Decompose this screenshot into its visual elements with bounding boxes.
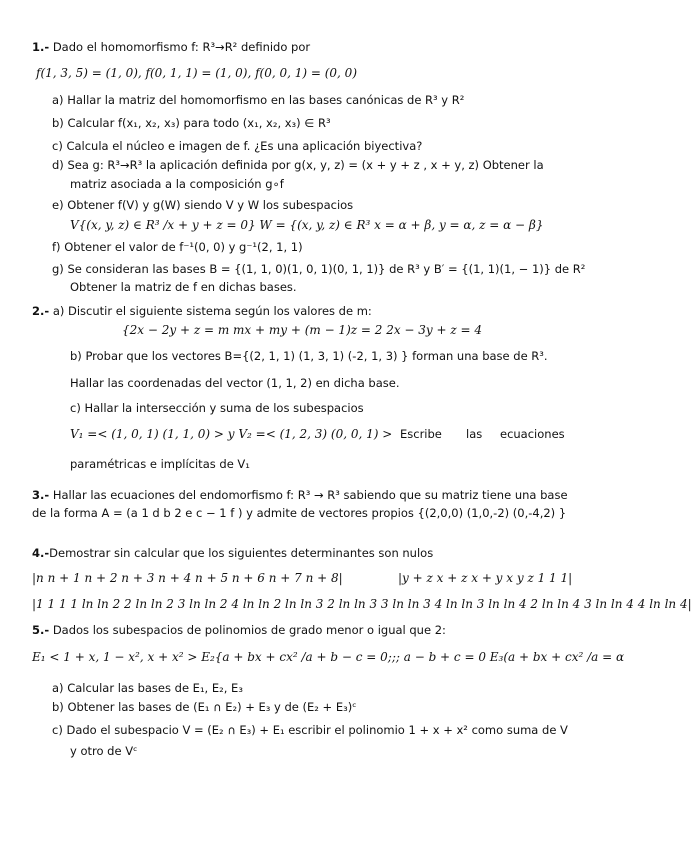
problem-intro: Dados los subespacios de polinomios de grado menor o igual que 2: [52, 623, 446, 637]
problem-2-item-c: c) Hallar la intersección y suma de los subespacios [70, 401, 364, 415]
problem-number: 2.- [32, 304, 50, 318]
problem-3-line-2: de la forma A = (a 1 d b 2 e c − 1 f ) y admite de vectores propios {(2,0,0) (1,0,-2) (0,-4,2) } [32, 506, 567, 520]
problem-1-item-e-subspaces: V{(x, y, z) ∈ R³ /x + y + z = 0} W = {(x, y, z) ∈ R³ x = α + β, y = α, z = α − β} [70, 218, 544, 232]
problem-2-item-b: b) Probar que los vectores B={(2, 1, 1) (1, 3, 1) (-2, 1, 3) } forman una base de R³. [70, 349, 548, 363]
determinant-2: |y + z x + z x + y x y z 1 1 1| [398, 571, 573, 585]
determinant-3: |1 1 1 1 ln ln 2 2 ln ln 2 3 ln ln 2 4 ln ln 2 ln ln 3 2 ln ln 3 3 ln ln 3 4 ln ln 3 ln ln 4 2 ln ln 4 3 ln ln 4 4 ln ln 4| [32, 597, 692, 611]
problem-1-item-d-cont: matriz asociada a la composición g∘f [70, 177, 284, 191]
problem-1-heading [32, 40, 310, 54]
problem-intro: Demostrar sin calcular que los siguientes determinantes son nulos [49, 546, 434, 560]
problem-2-system: {2x − 2y + z = m mx + my + (m − 1)z = 2 2x − 3y + z = 4 [122, 323, 483, 337]
problem-2-word-ecuaciones: ecuaciones [500, 427, 565, 441]
problem-2-item-b-cont: Hallar las coordenadas del vector (1, 1, 2) en dicha base. [70, 376, 400, 390]
problem-4-heading [32, 546, 433, 560]
problem-2-word-escribe: Escribe [400, 427, 442, 441]
problem-1-item-b: b) Calcular f(x₁, x₂, x₃) para todo (x₁, x₂, x₃) ∈ R³ [52, 116, 331, 130]
problem-5-item-a: a) Calcular las bases de E₁, E₂, E₃ [52, 681, 243, 695]
problem-1-item-f: f) Obtener el valor de f⁻¹(0, 0) y g⁻¹(2, 1, 1) [52, 240, 303, 254]
problem-number: 4.- [32, 546, 50, 560]
problem-intro: Dado el homomorfismo f: R³→R² definido por [52, 40, 311, 54]
problem-5-item-c-cont: y otro de Vᶜ [70, 744, 138, 758]
problem-5-formula: E₁ < 1 + x, 1 − x², x + x² > E₂{a + bx + cx² /a + b − c = 0;;; a − b + c = 0 E₃(a + bx + cx² /a = α [32, 650, 625, 664]
problem-2-item-c-cont: paramétricas e implícitas de V₁ [70, 457, 250, 471]
problem-number: 3.- [32, 488, 50, 502]
problem-number: 1.- [32, 40, 50, 54]
problem-1-item-e: e) Obtener f(V) y g(W) siendo V y W los subespacios [52, 198, 354, 212]
determinant-1: |n n + 1 n + 2 n + 3 n + 4 n + 5 n + 6 n + 7 n + 8| [32, 571, 343, 585]
problem-2-subspaces: V₁ =< (1, 0, 1) (1, 1, 0) > y V₂ =< (1, 2, 3) (0, 0, 1) > [70, 427, 393, 441]
problem-2-word-las: las [466, 427, 483, 441]
problem-3-line-1 [32, 488, 577, 502]
problem-1-item-c: c) Calcula el núcleo e imagen de f. ¿Es una aplicación biyectiva? [52, 139, 423, 153]
problem-1-item-d: d) Sea g: R³→R³ la aplicación definida por g(x, y, z) = (x + y + z , x + y, z) Obtener la [52, 158, 544, 172]
problem-1-item-g: g) Se consideran las bases B = {(1, 1, 0)(1, 0, 1)(0, 1, 1)} de R³ y B′ = {(1, 1)(1, − 1)} de R² [52, 262, 586, 276]
problem-1-item-a: a) Hallar la matriz del homomorfismo en las bases canónicas de R³ y R² [52, 93, 465, 107]
problem-5-item-b: b) Obtener las bases de (E₁ ∩ E₂) + E₃ y de (E₂ + E₃)ᶜ [52, 700, 357, 714]
problem-number: 5.- [32, 623, 50, 637]
problem-5-item-c: c) Dado el subespacio V = (E₂ ∩ E₃) + E₁ escribir el polinomio 1 + x + x² como suma de V [52, 723, 568, 737]
problem-1-item-g-cont: Obtener la matriz de f en dichas bases. [70, 280, 297, 294]
problem-text: Hallar las ecuaciones del endomorfismo f: R³ → R³ sabiendo que su matriz tiene una base [52, 488, 568, 502]
problem-2-heading [32, 304, 372, 318]
problem-1-formula: f(1, 3, 5) = (1, 0), f(0, 1, 1) = (1, 0), f(0, 0, 1) = (0, 0) [36, 66, 357, 80]
problem-intro: a) Discutir el siguiente sistema según los valores de m: [52, 304, 372, 318]
problem-5-heading [32, 623, 446, 637]
